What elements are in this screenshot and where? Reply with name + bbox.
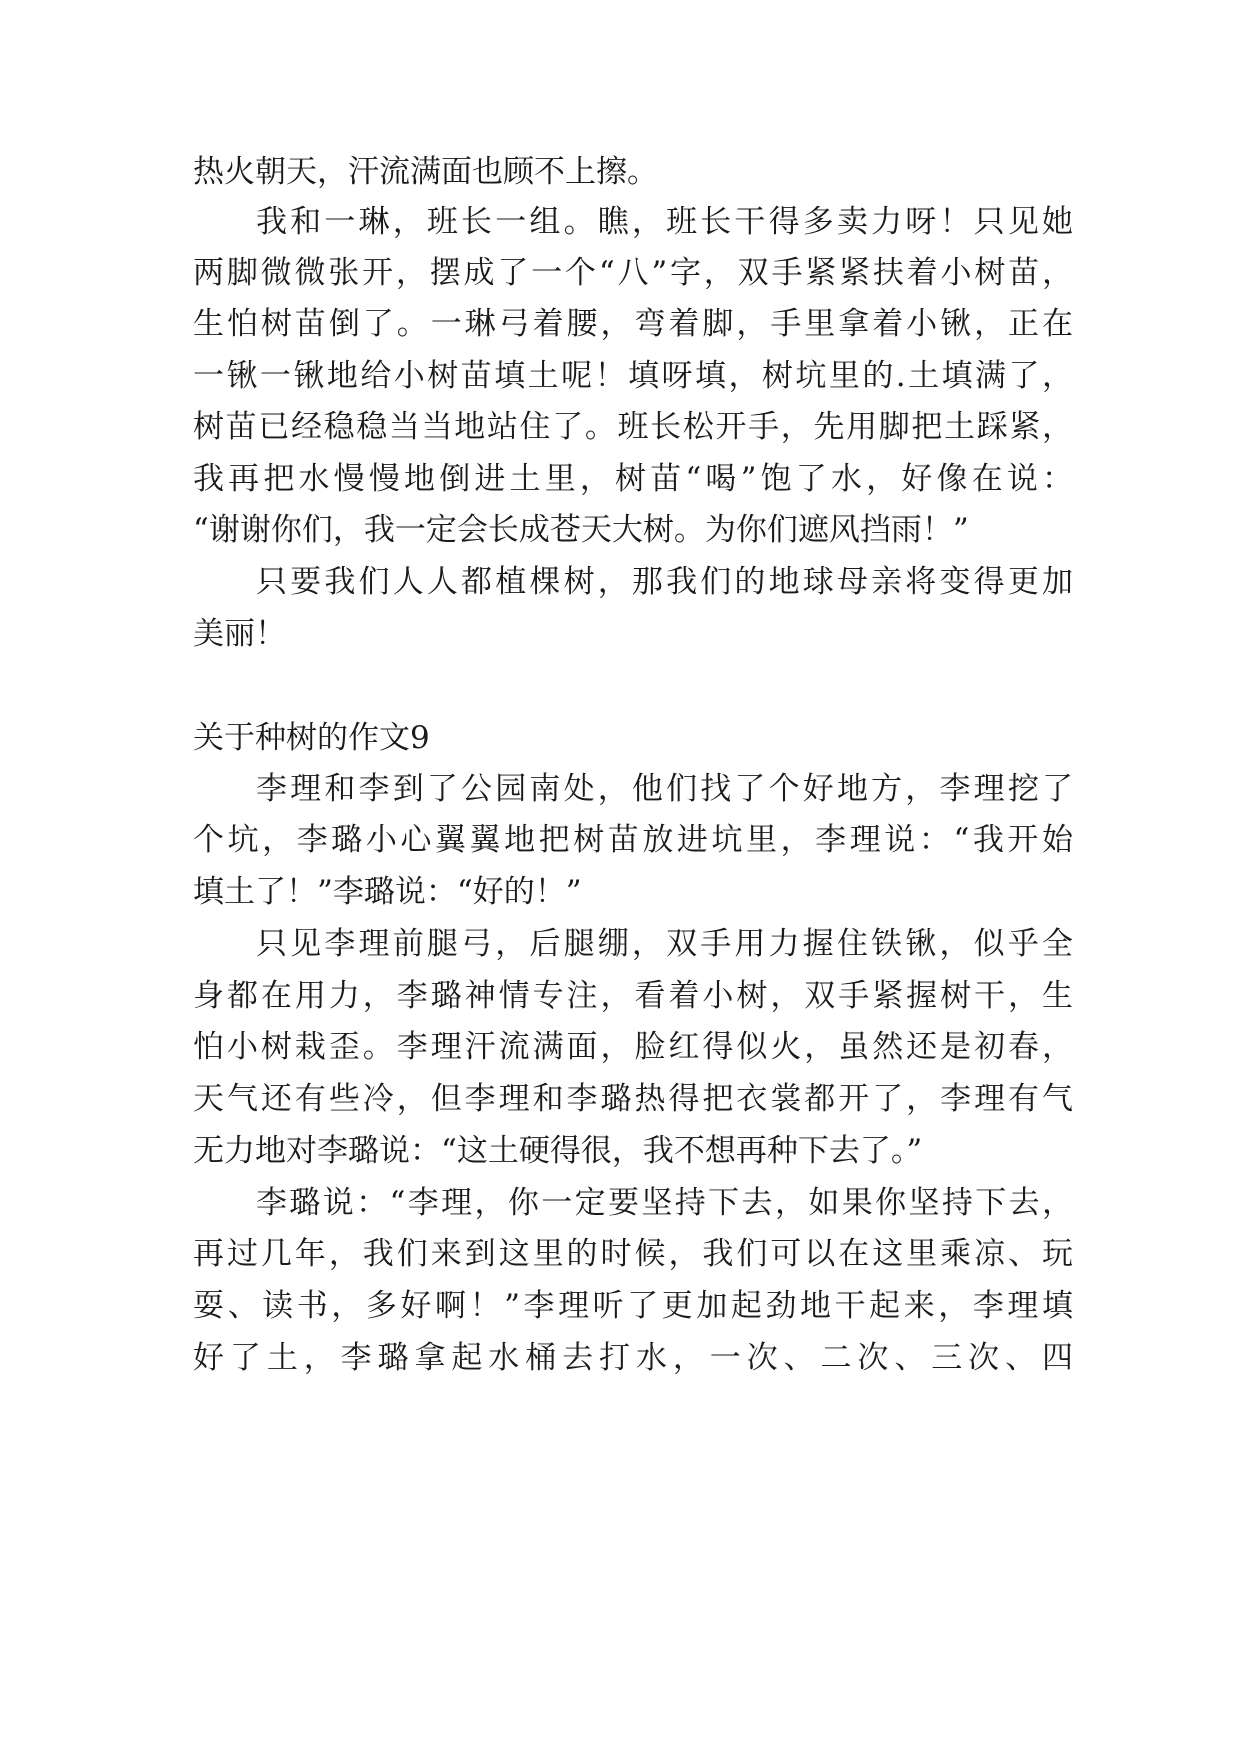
text-line: 美丽！ bbox=[193, 616, 286, 652]
text-line: 我再把水慢慢地倒进土里，树苗“喝”饱了水，好像在说： bbox=[193, 461, 1073, 497]
text-line: 耍、读书，多好啊！”李理听了更加起劲地干起来，李理填 bbox=[193, 1288, 1073, 1324]
text-line: 好了土，李璐拿起水桶去打水，一次、二次、三次、四 bbox=[193, 1340, 1073, 1376]
text-line: 填土了！”李璐说：“好的！” bbox=[193, 874, 582, 910]
text-line: 无力地对李璐说：“这土硬得很，我不想再种下去了。” bbox=[193, 1133, 923, 1169]
text-line: 我和一琳，班长一组。瞧，班长干得多卖力呀！只见她 bbox=[256, 204, 1073, 240]
text-line: “谢谢你们，我一定会长成苍天大树。为你们遮风挡雨！” bbox=[193, 512, 969, 548]
text-line: 生怕树苗倒了。一琳弓着腰，弯着脚，手里拿着小锹，正在 bbox=[193, 306, 1073, 342]
text-line: 再过几年，我们来到这里的时候，我们可以在这里乘凉、玩 bbox=[193, 1236, 1073, 1272]
section-heading: 关于种树的作文9 bbox=[193, 720, 430, 756]
text-line: 只要我们人人都植棵树，那我们的地球母亲将变得更加 bbox=[256, 564, 1073, 600]
text-line: 个坑，李璐小心翼翼地把树苗放进坑里，李理说：“我开始 bbox=[193, 822, 1073, 858]
text-line: 树苗已经稳稳当当地站住了。班长松开手，先用脚把土踩紧， bbox=[193, 409, 1073, 445]
text-line: 两脚微微张开，摆成了一个“八”字，双手紧紧扶着小树苗， bbox=[193, 255, 1073, 291]
text-line: 一锹一锹地给小树苗填土呢！填呀填，树坑里的.土填满了， bbox=[193, 358, 1073, 394]
text-line: 只见李理前腿弓，后腿绷，双手用力握住铁锹，似乎全 bbox=[256, 926, 1073, 962]
text-line: 李璐说：“李理，你一定要坚持下去，如果你坚持下去， bbox=[256, 1185, 1073, 1221]
text-line: 李理和李到了公园南处，他们找了个好地方，李理挖了 bbox=[256, 771, 1073, 807]
text-line: 身都在用力，李璐神情专注，看着小树，双手紧握树干，生 bbox=[193, 978, 1073, 1014]
text-line: 热火朝天，汗流满面也顾不上擦。 bbox=[193, 154, 658, 190]
text-line: 怕小树栽歪。李理汗流满面，脸红得似火，虽然还是初春， bbox=[193, 1029, 1073, 1065]
text-line: 天气还有些冷，但李理和李璐热得把衣裳都开了，李理有气 bbox=[193, 1081, 1073, 1117]
